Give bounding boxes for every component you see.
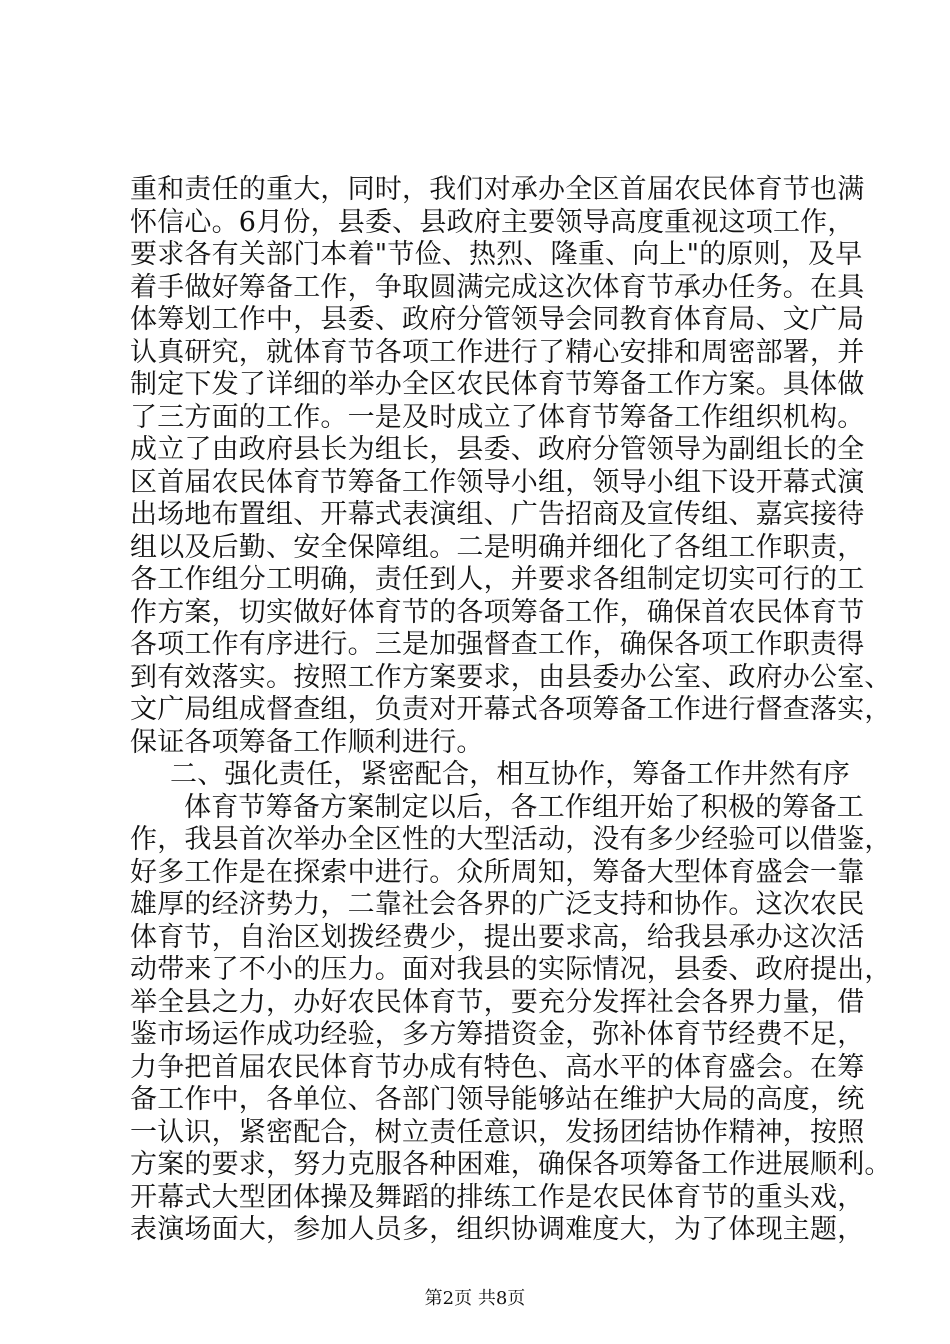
document-body — [130, 174, 892, 1247]
text-line: 各工作组分工明确，责任到人，并要求各组制定切实可行的工 — [130, 564, 865, 595]
text-line: 开幕式大型团体操及舞蹈的排练工作是农民体育节的重头戏， — [130, 1181, 865, 1213]
text-line: 表演场面大，参加人员多，组织协调难度大，为了体现主题， — [130, 1214, 865, 1245]
text-line: 方案的要求，努力克服各种困难，确保各项筹备工作进展顺利。 — [130, 1149, 892, 1180]
text-line: 成立了由政府县长为组长，县委、政府分管领导为副组长的全 — [130, 434, 865, 465]
text-line: 动带来了不小的压力。面对我县的实际情况，县委、政府提出， — [130, 954, 892, 985]
text-line: 好多工作是在探索中进行。众所周知，筹备大型体育盛会一靠 — [130, 856, 865, 888]
text-line: 作方案，切实做好体育节的各项筹备工作，确保首农民体育节 — [130, 596, 865, 628]
text-line: 制定下发了详细的举办全区农民体育节筹备工作方案。具体做 — [130, 369, 865, 400]
text-line: 文广局组成督查组，负责对开幕式各项筹备工作进行督查落实， — [130, 694, 892, 725]
text-line: 重和责任的重大，同时，我们对承办全区首届农民体育节也满 — [130, 174, 865, 205]
text-line: 保证各项筹备工作顺利进行。 — [130, 726, 484, 758]
text-line: 出场地布置组、开幕式表演组、广告招商及宣传组、嘉宾接待 — [130, 499, 865, 530]
text-line: 作，我县首次举办全区性的大型活动，没有多少经验可以借鉴， — [130, 824, 892, 855]
text-line: 组以及后勤、安全保障组。二是明确并细化了各组工作职责， — [130, 531, 865, 563]
text-line: 体育节筹备方案制定以后，各工作组开始了积极的筹备工 — [184, 791, 864, 823]
text-line: 备工作中，各单位、各部门领导能够站在维护大局的高度，统 — [130, 1084, 865, 1115]
section-heading: 二、强化责任，紧密配合，相互协作，筹备工作井然有序 — [170, 759, 850, 790]
text-line: 了三方面的工作。一是及时成立了体育节筹备工作组织机构。 — [130, 401, 865, 433]
page-footer — [0, 1284, 950, 1310]
text-line: 力争把首届农民体育节办成有特色、高水平的体育盛会。在筹 — [130, 1051, 865, 1083]
text-line: 体筹划工作中，县委、政府分管领导会同教育体育局、文广局 — [130, 304, 865, 335]
text-line: 着手做好筹备工作，争取圆满完成这次体育节承办任务。在具 — [130, 271, 865, 303]
page-number-label: 第2页 共8页 — [424, 1288, 526, 1309]
text-line: 到有效落实。按照工作方案要求，由县委办公室、政府办公室、 — [130, 661, 892, 693]
text-line: 雄厚的经济势力，二靠社会各界的广泛支持和协作。这次农民 — [130, 889, 865, 920]
text-line: 举全县之力，办好农民体育节，要充分发挥社会各界力量，借 — [130, 986, 865, 1018]
text-line: 各项工作有序进行。三是加强督查工作，确保各项工作职责得 — [130, 629, 865, 660]
text-line: 认真研究，就体育节各项工作进行了精心安排和周密部署，并 — [130, 336, 865, 368]
text-line: 区首届农民体育节筹备工作领导小组，领导小组下设开幕式演 — [130, 466, 865, 498]
text-line: 一认识，紧密配合，树立责任意识，发扬团结协作精神，按照 — [130, 1116, 865, 1148]
text-line: 要求各有关部门本着"节俭、热烈、隆重、向上"的原则，及早 — [130, 239, 863, 270]
text-line: 怀信心。6月份，县委、县政府主要领导高度重视这项工作， — [130, 206, 855, 238]
text-line: 体育节，自治区划拨经费少，提出要求高，给我县承办这次活 — [130, 921, 865, 953]
text-line: 鉴市场运作成功经验，多方筹措资金，弥补体育节经费不足， — [130, 1019, 865, 1050]
